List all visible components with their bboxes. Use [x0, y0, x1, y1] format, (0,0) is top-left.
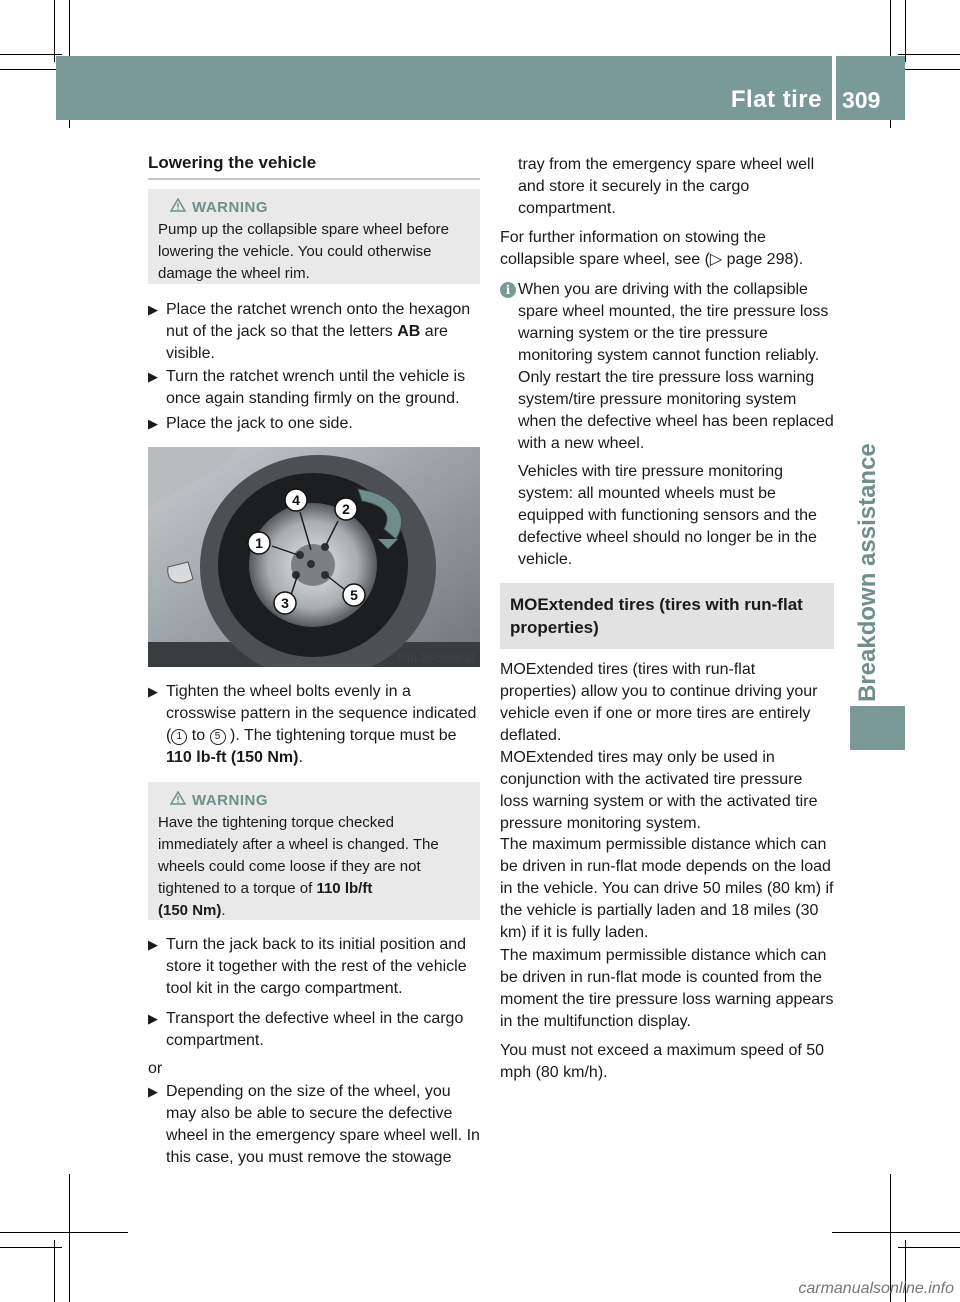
callout-2-label: 2	[342, 501, 350, 517]
step-arrow-icon: ▶	[148, 1084, 158, 1099]
section-heading-moextended: MOExtended tires (tires with run-flat properties)	[500, 583, 834, 649]
chapter-label: Breakdown assistance	[854, 443, 881, 702]
warning-box	[148, 189, 480, 284]
crop-mark	[69, 1174, 70, 1302]
paragraph: MOExtended tires may only be used in conjunction with the activated tire pressure loss warning system or with the activated tire pressure monitoring system.	[500, 749, 818, 832]
callout-3-label: 3	[281, 595, 289, 611]
callout-ref-1: 1	[171, 729, 187, 745]
crop-mark	[0, 54, 62, 55]
warning-triangle-icon	[170, 791, 186, 805]
warning-title: WARNING	[158, 790, 470, 812]
warning-title: WARNING	[158, 197, 470, 219]
further-info-paragraph: For further information on stowing the collapsible spare wheel, see (▷ page 298).	[500, 229, 804, 268]
crop-mark	[898, 1247, 960, 1248]
step-continuation: tray from the emergency spare wheel well and store it securely in the cargo compartment.	[518, 156, 815, 217]
callout-ref-5: 5	[210, 729, 226, 745]
page-number: 309	[842, 87, 881, 113]
crop-mark	[54, 1240, 55, 1302]
warning-triangle-icon	[170, 198, 186, 212]
section-heading-lowering: Lowering the vehicle	[148, 153, 480, 180]
crop-mark	[832, 1232, 960, 1233]
step-arrow-icon: ▶	[148, 302, 158, 317]
warning-box	[148, 782, 480, 920]
header-separator	[832, 56, 836, 120]
info-note: i When you are driving with the collapsible spare wheel mounted, the tire pressure loss warning system or the tire pressure monitoring system cannot function reliably. Only restart the tire pressure loss warning system/tire pressure monitoring system when the defective wheel has been replaced with a new wheel. Vehicles with tire pressure monitoring system: all mounted wheels must be equipped with functioning sensors and the defective wheel should no longer be in the vehicle.	[500, 279, 834, 571]
wheel-bolts-figure	[148, 447, 480, 667]
step-arrow-icon: ▶	[148, 416, 158, 431]
step-arrow-icon: ▶	[148, 1011, 158, 1026]
step-item: ▶ Transport the defective wheel in the cargo compartment.	[148, 1010, 464, 1049]
or-separator: or	[148, 1060, 163, 1077]
step-item: ▶ Turn the jack back to its initial position and store it together with the rest of the vehicle tool kit in the cargo compartment.	[148, 936, 467, 997]
chapter-tab	[850, 706, 905, 750]
step-arrow-icon: ▶	[148, 937, 158, 952]
figure-code: P40.10-5893-31	[397, 652, 476, 664]
paragraph: MOExtended tires (tires with run-flat properties) allow you to continue driving your vehicle even if one or more tires are entirely deflated.	[500, 661, 818, 744]
step-item: ▶ Tighten the wheel bolts evenly in a crosswise pattern in the sequence indicated ( 1 to 5 ). The tightening torque must be 110 lb-ft (150 Nm).	[148, 683, 477, 766]
step-item: ▶ Place the jack to one side.	[148, 413, 481, 435]
crop-mark	[905, 0, 906, 62]
step-arrow-icon: ▶	[148, 684, 158, 699]
callout-4-label: 4	[292, 492, 300, 508]
crop-mark	[0, 1247, 62, 1248]
callout-1-label: 1	[255, 535, 263, 551]
callout-5-label: 5	[350, 587, 358, 603]
paragraph: The maximum permissible distance which can be driven in run-flat mode depends on the load in the vehicle. You can drive 50 miles (80 km) if the vehicle is partially laden and 18 miles (30 km) if it is fully laden.	[500, 836, 834, 941]
step-item: ▶ Depending on the size of the wheel, you may also be able to secure the defective wheel in the emergency spare wheel well. In this case, you must remove the stowage	[148, 1083, 480, 1166]
crop-mark	[54, 0, 55, 62]
step-arrow-icon: ▶	[148, 369, 158, 384]
watermark: carmanualsonline.info	[798, 1280, 954, 1297]
info-icon: i	[500, 282, 516, 298]
warning-body: Have the tightening torque checked immediately after a wheel is changed. The wheels could come loose if they are not tightened to a torque of 110 lb/ft (150 Nm).	[158, 814, 439, 919]
paragraph: You must not exceed a maximum speed of 50 mph (80 km/h).	[500, 1042, 825, 1081]
step-item: ▶ Place the ratchet wrench onto the hexagon nut of the jack so that the letters AB are visible.	[148, 301, 471, 362]
warning-body: Pump up the collapsible spare wheel before lowering the vehicle. You could otherwise damage the wheel rim.	[158, 221, 450, 282]
crop-mark	[0, 1232, 128, 1233]
page-title: Flat tire	[730, 86, 822, 113]
crop-mark	[898, 54, 960, 55]
step-item: ▶ Turn the ratchet wrench until the vehicle is once again standing firmly on the ground.	[148, 368, 466, 407]
paragraph: The maximum permissible distance which can be driven in run-flat mode is counted from the moment the tire pressure loss warning appears in the multifunction display.	[500, 947, 834, 1030]
wheel-illustration	[148, 447, 480, 667]
